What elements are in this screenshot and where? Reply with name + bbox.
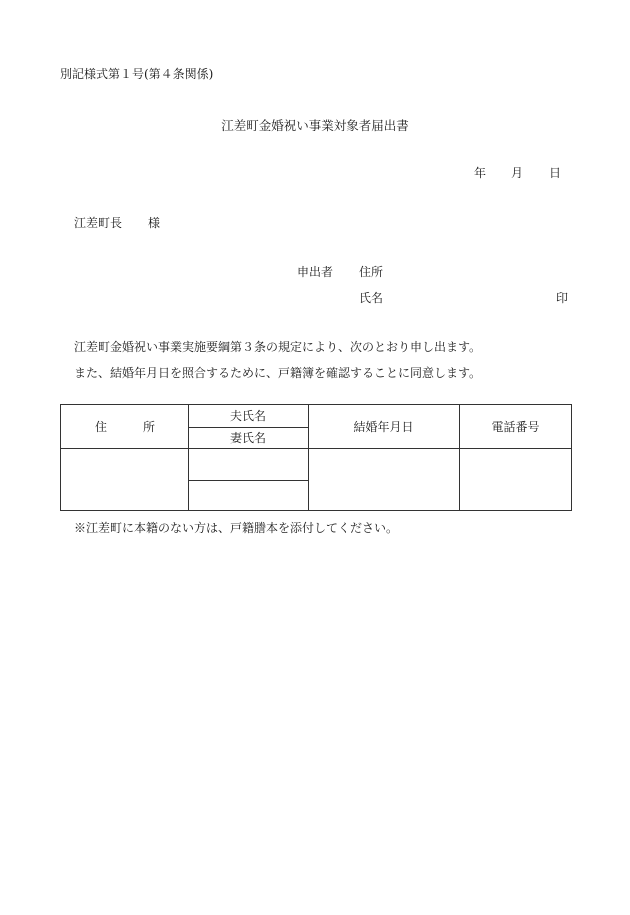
addressee-honorific: 様 [148, 216, 161, 230]
date-year-label: 年 [474, 166, 487, 180]
table-divider [188, 480, 308, 481]
applicant-address-label: 住所 [359, 265, 384, 279]
addressee-name: 江差町長 [74, 216, 123, 230]
header-marriage-date: 結婚年月日 [353, 420, 414, 434]
header-address-char-1: 住 [95, 420, 108, 434]
header-address-char-2: 所 [143, 420, 156, 434]
applicant-label: 申出者 [297, 265, 334, 279]
header-husband-name: 夫氏名 [229, 409, 266, 423]
footnote: ※江差町に本籍のない方は、戸籍謄本を添付してください。 [74, 521, 399, 535]
table-header-divider [61, 448, 571, 449]
table-divider [188, 427, 308, 428]
date-month-label: 月 [511, 166, 524, 180]
date-day-label: 日 [549, 166, 562, 180]
applicant-info-table [60, 404, 572, 511]
header-phone-number: 電話番号 [491, 420, 540, 434]
seal-mark: 印 [556, 291, 569, 305]
document-title: 江差町金婚祝い事業対象者届出書 [221, 118, 409, 133]
applicant-name-label: 氏名 [359, 291, 384, 305]
header-wife-name: 妻氏名 [229, 431, 266, 445]
form-reference: 別記様式第１号(第４条関係) [60, 67, 214, 81]
body-text-line-2: また、結婚年月日を照合するために、戸籍簿を確認することに同意します。 [74, 366, 482, 380]
body-text-line-1: 江差町金婚祝い事業実施要綱第３条の規定により、次のとおり申し出ます。 [74, 340, 482, 354]
